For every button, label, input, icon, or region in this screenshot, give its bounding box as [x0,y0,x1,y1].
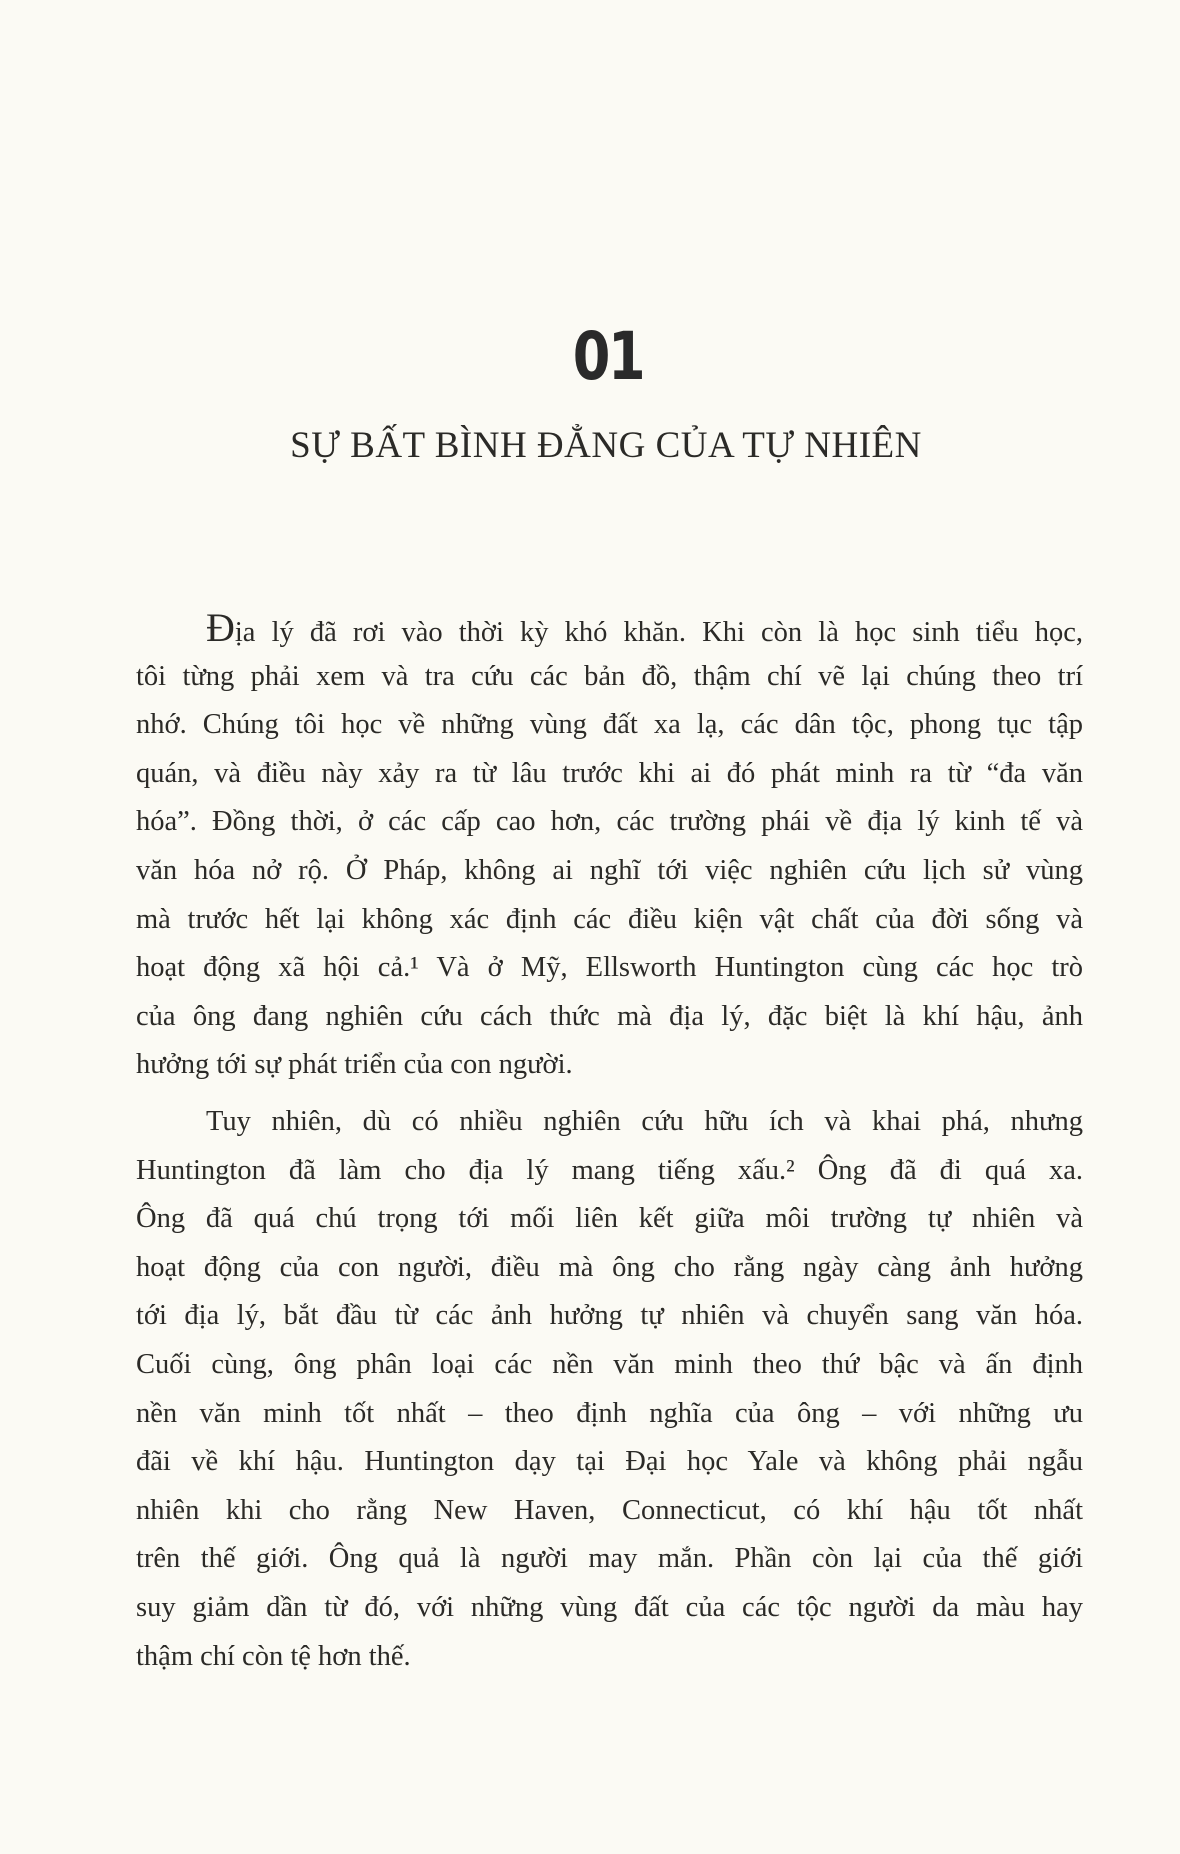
text-line: nền văn minh tốt nhất – theo định nghĩa của ông – với những ưu [136,1397,1083,1429]
chapter-title: SỰ BẤT BÌNH ĐẲNG CỦA TỰ NHIÊN [290,425,922,466]
text-line: Cuối cùng, ông phân loại các nền văn minh theo thứ bậc và ấn định [136,1348,1083,1380]
text-line: hưởng tới sự phát triển của con người. [136,1049,573,1081]
text-line: Tuy nhiên, dù có nhiều nghiên cứu hữu ích và khai phá, nhưng [206,1106,1083,1137]
text-line: quán, và điều này xảy ra từ lâu trước khi ai đó phát minh ra từ “đa văn [136,757,1083,789]
text-line: hoạt động của con người, điều mà ông cho rằng ngày càng ảnh hưởng [136,1251,1083,1283]
paragraph-1 [136,604,1083,1090]
text-line: nhiên khi cho rằng New Haven, Connecticut, có khí hậu tốt nhất [136,1494,1083,1526]
text-line: tới địa lý, bắt đầu từ các ảnh hưởng tự nhiên và chuyển sang văn hóa. [136,1300,1083,1332]
text-line: suy giảm dần từ đó, với những vùng đất của các tộc người da màu hay [136,1591,1083,1623]
text-line: văn hóa nở rộ. Ở Pháp, không ai nghĩ tới việc nghiên cứu lịch sử vùng [136,854,1083,886]
text-line: Địa lý đã rơi vào thời kỳ khó khăn. Khi còn là học sinh tiểu học, [206,605,1083,650]
text-line: hóa”. Đồng thời, ở các cấp cao hơn, các trường phái về địa lý kinh tế và [136,806,1083,838]
text-line: của ông đang nghiên cứu cách thức mà địa lý, đặc biệt là khí hậu, ảnh [136,1000,1083,1032]
chapter-number: 01 [572,318,644,395]
text-line: mà trước hết lại không xác định các điều kiện vật chất của đời sống và [136,903,1083,935]
text-line: thậm chí còn tệ hơn thế. [136,1640,411,1672]
text-line: trên thế giới. Ông quả là người may mắn. Phần còn lại của thế giới [136,1543,1083,1575]
paragraph-2 [136,1098,1083,1681]
text-line: nhớ. Chúng tôi học về những vùng đất xa lạ, các dân tộc, phong tục tập [136,709,1083,741]
text-line: Ông đã quá chú trọng tới mối liên kết giữa môi trường tự nhiên và [136,1203,1083,1235]
text-line: tôi từng phải xem và tra cứu các bản đồ, thậm chí vẽ lại chúng theo trí [136,660,1083,692]
text-line: đãi về khí hậu. Huntington dạy tại Đại học Yale và không phải ngẫu [136,1446,1083,1478]
text-line: Huntington đã làm cho địa lý mang tiếng xấu.² Ông đã đi quá xa. [136,1154,1083,1186]
text-line: hoạt động xã hội cả.¹ Và ở Mỹ, Ellsworth Huntington cùng các học trò [136,952,1083,984]
